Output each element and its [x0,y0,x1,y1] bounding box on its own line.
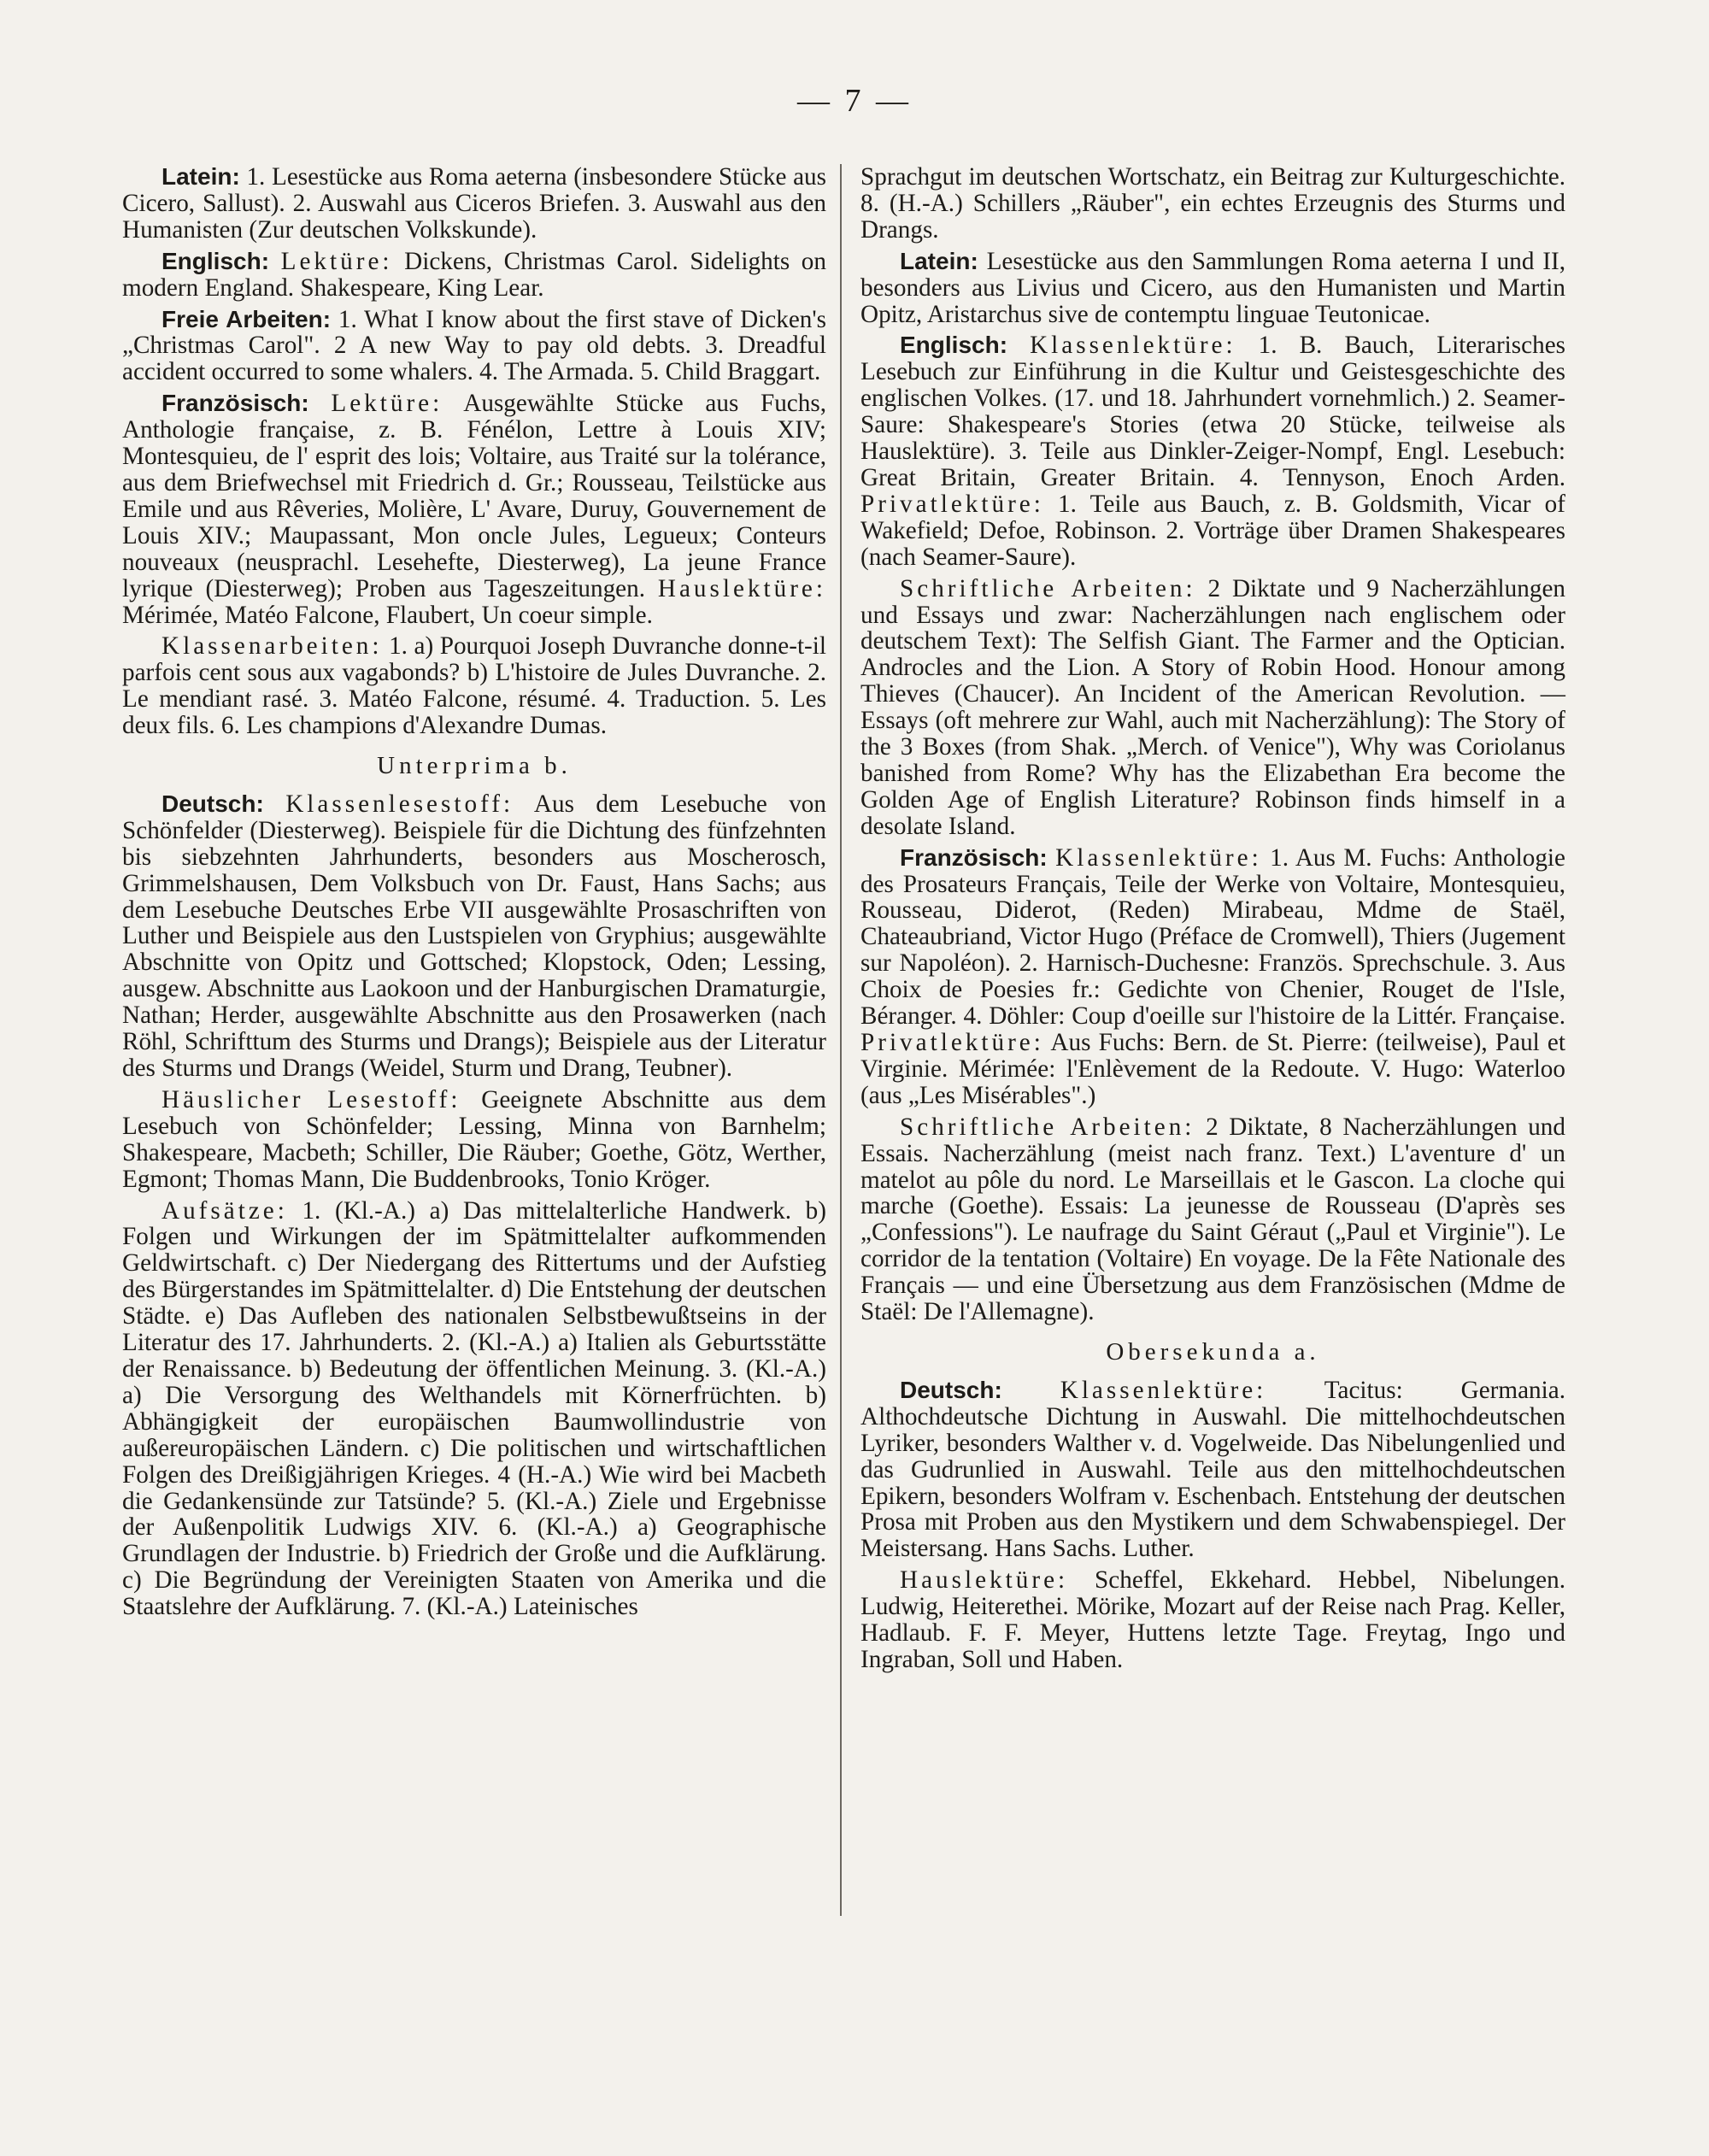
section-label: Klassenarbeiten: [162,632,383,661]
subsection-label: Lektüre: [331,390,443,418]
section-label: Freie Arbeiten: [162,305,332,332]
home-reading-section: Häuslicher Lesestoff: Geeignete Abschnitte aus dem Lesebuch von Schönfelder; Lessing, Minna von Barnhelm; Shakespeare, Macbeth; Schiller, Die Räuber; Goethe, Götz, Werther, Egmont; Thomas Mann, Die Buddenbrooks, Tonio Kröger. [122,1085,827,1193]
french-section: Französisch: Lektüre: Ausgewählte Stücke aus Fuchs, Anthologie française, z. B. Fénélon, Lettre à Louis XIV; Montesquieu, de l' esprit des lois; Voltaire, aus Traité sur la tolérance, aus dem Briefwechsel mit Friedrich d. Gr.; Rousseau, Teilstücke aus Emile und aus Rêveries, Molière, L' Avare, Duruy, Gouvernement de Louis XIV.; Maupassant, Mon oncle Jules, Legueux; Conteurs nouveaux (neusprachl. Lesehefte, Diesterweg), La jeune France lyrique (Diesterweg); Proben aus Tageszeitungen. Hauslektüre: Mérimée, Matéo Falcone, Flaubert, Un coeur simple. [122,390,826,629]
free-work-section: Freie Arbeiten: 1. What I know about the first stave of Dicken's „Christmas Carol". 2 A new Way to pay old debts. 3. Dreadful accident occurred to some whalers. 4. The Armada. 5. Child Braggart. [122,305,827,386]
left-column [122,164,826,1625]
section-label: Häuslicher Lesestoff: [162,1085,461,1113]
section-label: Aufsätze: [162,1196,288,1225]
section-label: Deutsch: [900,1376,1002,1403]
subsection-label: Klassenlektüre: [1060,1376,1267,1404]
section-label: Deutsch: [162,790,264,817]
home-reading-section: Hauslektüre: Scheffel, Ekkehard. Hebbel, Nibelungen. Ludwig, Heiterethei. Mörike, Mozart auf der Reise nach Prag. Keller, Hadlaub. F. F. Meyer, Huttens letzte Tage. Freytag, Ingo und Ingraban, Soll und Haben. [860,1566,1565,1673]
latin-section: Latein: 1. Lesestücke aus Roma aeterna (insbesondere Stücke aus Cicero, Sallust). 2. Auswahl aus Ciceros Briefen. 3. Auswahl aus den Humanisten (Zur deutschen Volkskunde). [122,163,826,244]
section-label: Hauslektüre: [900,1566,1069,1595]
class-work-section: Klassenarbeiten: 1. a) Pourquoi Joseph Duvranche donne-t-il parfois cent sous aux vagabonds? b) L'histoire de Jules Duvranche. 2. Le mendiant rasé. 3. Matéo Falcone, résumé. 4. Traduction. 5. Les deux fils. 6. Les champions d'Alexandre Dumas. [122,632,826,740]
subsection-label: Privatlektüre: [860,490,1044,518]
section-label: Französisch: [162,390,309,417]
class-heading: Obersekunda a. [1106,1337,1320,1366]
german-section: Deutsch: Klassenlesestoff: Aus dem Lesebuche von Schönfelder (Diesterweg). Beispiele für die Dichtung des fünfzehnten bis siebzehnten Jahrhunderts, besonders aus Moscherosch, Grimmelshausen, Dem Volksbuch von Dr. Faust, Hans Sachs; aus dem Lesebuche Deutsches Erbe VII ausgewählte Prosaschriften von Luther und Beispiele aus den Lustspielen von Gryphius; ausgewählte Abschnitte von Opitz und Gottsched; Klopstock, Oden; Lessing, ausgew. Abschnitte aus Laokoon und der Hanburgischen Dramaturgie, Nathan; Herder, ausgewählte Abschnitte aus den Prosawerken (nach Röhl, Schrifttum des Sturms und Drangs); Beispiele aus der Literatur des Sturms und Drangs (Weidel, Sturm und Drang, Teubner). [122,790,826,1082]
german-section: Deutsch: Klassenlektüre: Tacitus: Germania. Althochdeutsche Dichtung in Auswahl. Die mittelhochdeutschen Lyriker, besonders Walther v. d. Vogelweide. Das Nibelungenlied und das Gudrunlied in Auswahl. Teile aus den mittelhochdeutschen Epikern, besonders Wolfram v. Eschenbach. Entstehung der deutschen Prosa mit Proben aus den Mystikern und dem Schwabenspiegel. Der Meistersang. Hans Sachs. Luther. [860,1376,1565,1563]
essays-section: Aufsätze: 1. (Kl.-A.) a) Das mittelalterliche Handwerk. b) Folgen und Wirkungen der im Spätmittelalter aufkommenden Geldwirtschaft. c) Der Niedergang des Rittertums und der Aufstieg des Bürgerstandes im Spätmittelalter. d) Die Entstehung der deutschen Städte. e) Das Aufleben des nationalen Selbstbewußtseins in der Literatur des 17. Jahrhunderts. 2. (Kl.-A.) a) Italien als Geburtsstätte der Renaissance. b) Bedeutung der öffentlichen Meinung. 3. (Kl.-A.) a) Die Versorgung des Welthandels mit Körnerfrüchten. b) Abhängigkeit der europäischen Baumwollindustrie von außereuropäischen Ländern. c) Die politischen und wirtschaftlichen Folgen des Dreißigjährigen Krieges. 4 (H.-A.) Wie wird bei Macbeth die Gedankensünde zur Tatsünde? 5. (Kl.-A.) Ziele und Ergebnisse der Außenpolitik Ludwigs XIV. 6. (Kl.-A.) a) Geographische Grundlagen der Industrie. b) Friedrich der Große und die Aufklärung. c) Die Begründung der Vereinigten Staaten von Amerika und die Staatslehre der Aufklärung. 7. (Kl.-A.) Lateinisches [122,1196,826,1621]
subsection-label: Privatlektüre: [860,1029,1044,1056]
written-work-section: Schriftliche Arbeiten: 2 Diktate und 9 Nacherzählungen und Essays und zwar: Nacherzählungen nach englischem oder deutschem Text): The Selfish Giant. The Farmer and the Optician. Androcles and the Lion. A Story of Robin Hood. Honour among Thieves (Chaucer). An Incident of the American Revolution. — Essays (oft mehrere zur Wahl, auch mit Nacherzählung): The Story of the 3 Boxes (from Shak. „Merch. of Venice"), Why was Coriolanus banished from Rome? Why has the Elizabethan Era become the Golden Age of English Literature? Robinson finds himself in a desolate Island. [860,574,1566,840]
subsection-label: Hauslektüre: [657,574,826,602]
class-heading: Unterprima b. [377,752,572,780]
latin-section: Latein: Lesestücke aus den Sammlungen Roma aeterna I und II, besonders aus Livius und Cicero, aus den Humanisten und Martin Opitz, Aristarchus sive de contemptu linguae Teutonicae. [860,247,1565,328]
section-label: Englisch: [900,332,1008,359]
column-divider [840,164,842,1916]
subsection-label: Lektüre: [280,247,393,275]
french-section: Französisch: Klassenlektüre: 1. Aus M. Fuchs: Anthologie des Prosateurs Français, Teile der Werke von Voltaire, Montesquieu, Rousseau, Diderot, (Reden) Mirabeau, Mdme de Staël, Chateaubriand, Victor Hugo (Préface de Cromwell), Thiers (Jugement sur Napoléon). 2. Harnisch-Duchesne: Französ. Sprechschule. 3. Aus Choix de Poesies fr.: Gedichte von Chenier, Rouget de l'Isle, Béranger. 4. Döhler: Coup d'oeille sur l'histoire de la Littér. Française. Privatlektüre: Aus Fuchs: Bern. de St. Pierre: (teilweise), Paul et Virginie. Mérimée: l'Enlèvement de la Redoute. V. Hugo: Waterloo (aus „Les Misérables".) [860,843,1565,1109]
english-section: Englisch: Lektüre: Dickens, Christmas Carol. Sidelights on modern England. Shakespeare, King Lear. [122,247,826,302]
right-column [860,164,1565,1678]
subsection-label: Klassenlektüre: [1055,843,1262,872]
section-label: Schriftliche Arbeiten: [900,574,1196,602]
written-work-section: Schriftliche Arbeiten: 2 Diktate, 8 Nacherzählungen und Essais. Nacherzählung (meist nach franz. Text.) L'aventure d' un matelot au pôle du nord. Le Marseillais et le Gascon. La cloche qui marche (Goethe). Essais: La jeunesse de Rousseau (D'après ses „Confessions"). Le naufrage du Saint Géraut („Paul et Virginie"). Le corridor de la tentation (Voltaire) En voyage. De la Fête Nationale des Français — und eine Übersetzung aus dem Französischen (Mdme de Staël: De l'Allemagne). [860,1113,1565,1326]
section-label: Französisch: [900,843,1048,871]
english-section: Englisch: Klassenlektüre: 1. B. Bauch, Literarisches Lesebuch zur Einführung in die Kultur und Geistesgeschichte des englischen Volkes. (17. und 18. Jahrhundert vornehmlich.) 2. Seamer-Saure: Shakespeare's Stories (etwa 20 Stücke, teilweise als Hauslektüre). 3. Teile aus Dinkler-Zeiger-Nompf, Engl. Lesebuch: Great Britain, Greater Britain. 4. Tennyson, Enoch Arden. Privatlektüre: 1. Teile aus Bauch, z. B. Goldsmith, Vicar of Wakefield; Defoe, Robinson. 2. Vorträge über Dramen Shakespeares (nach Seamer-Saure). [860,332,1566,571]
section-label: Latein: [162,163,240,190]
continued-text: Sprachgut im deutschen Wortschatz, ein Beitrag zur Kulturgeschichte. 8. (H.-A.) Schillers „Räuber", ein echtes Erzeugnis des Sturms und Drangs. [860,163,1565,244]
page-number: — 7 — [797,83,912,119]
subsection-label: Klassenlesestoff: [285,790,514,818]
section-label: Latein: [900,247,978,274]
subsection-label: Klassenlektüre: [1030,332,1236,360]
section-label: Englisch: [162,247,270,274]
section-label: Schriftliche Arbeiten: [900,1113,1195,1141]
